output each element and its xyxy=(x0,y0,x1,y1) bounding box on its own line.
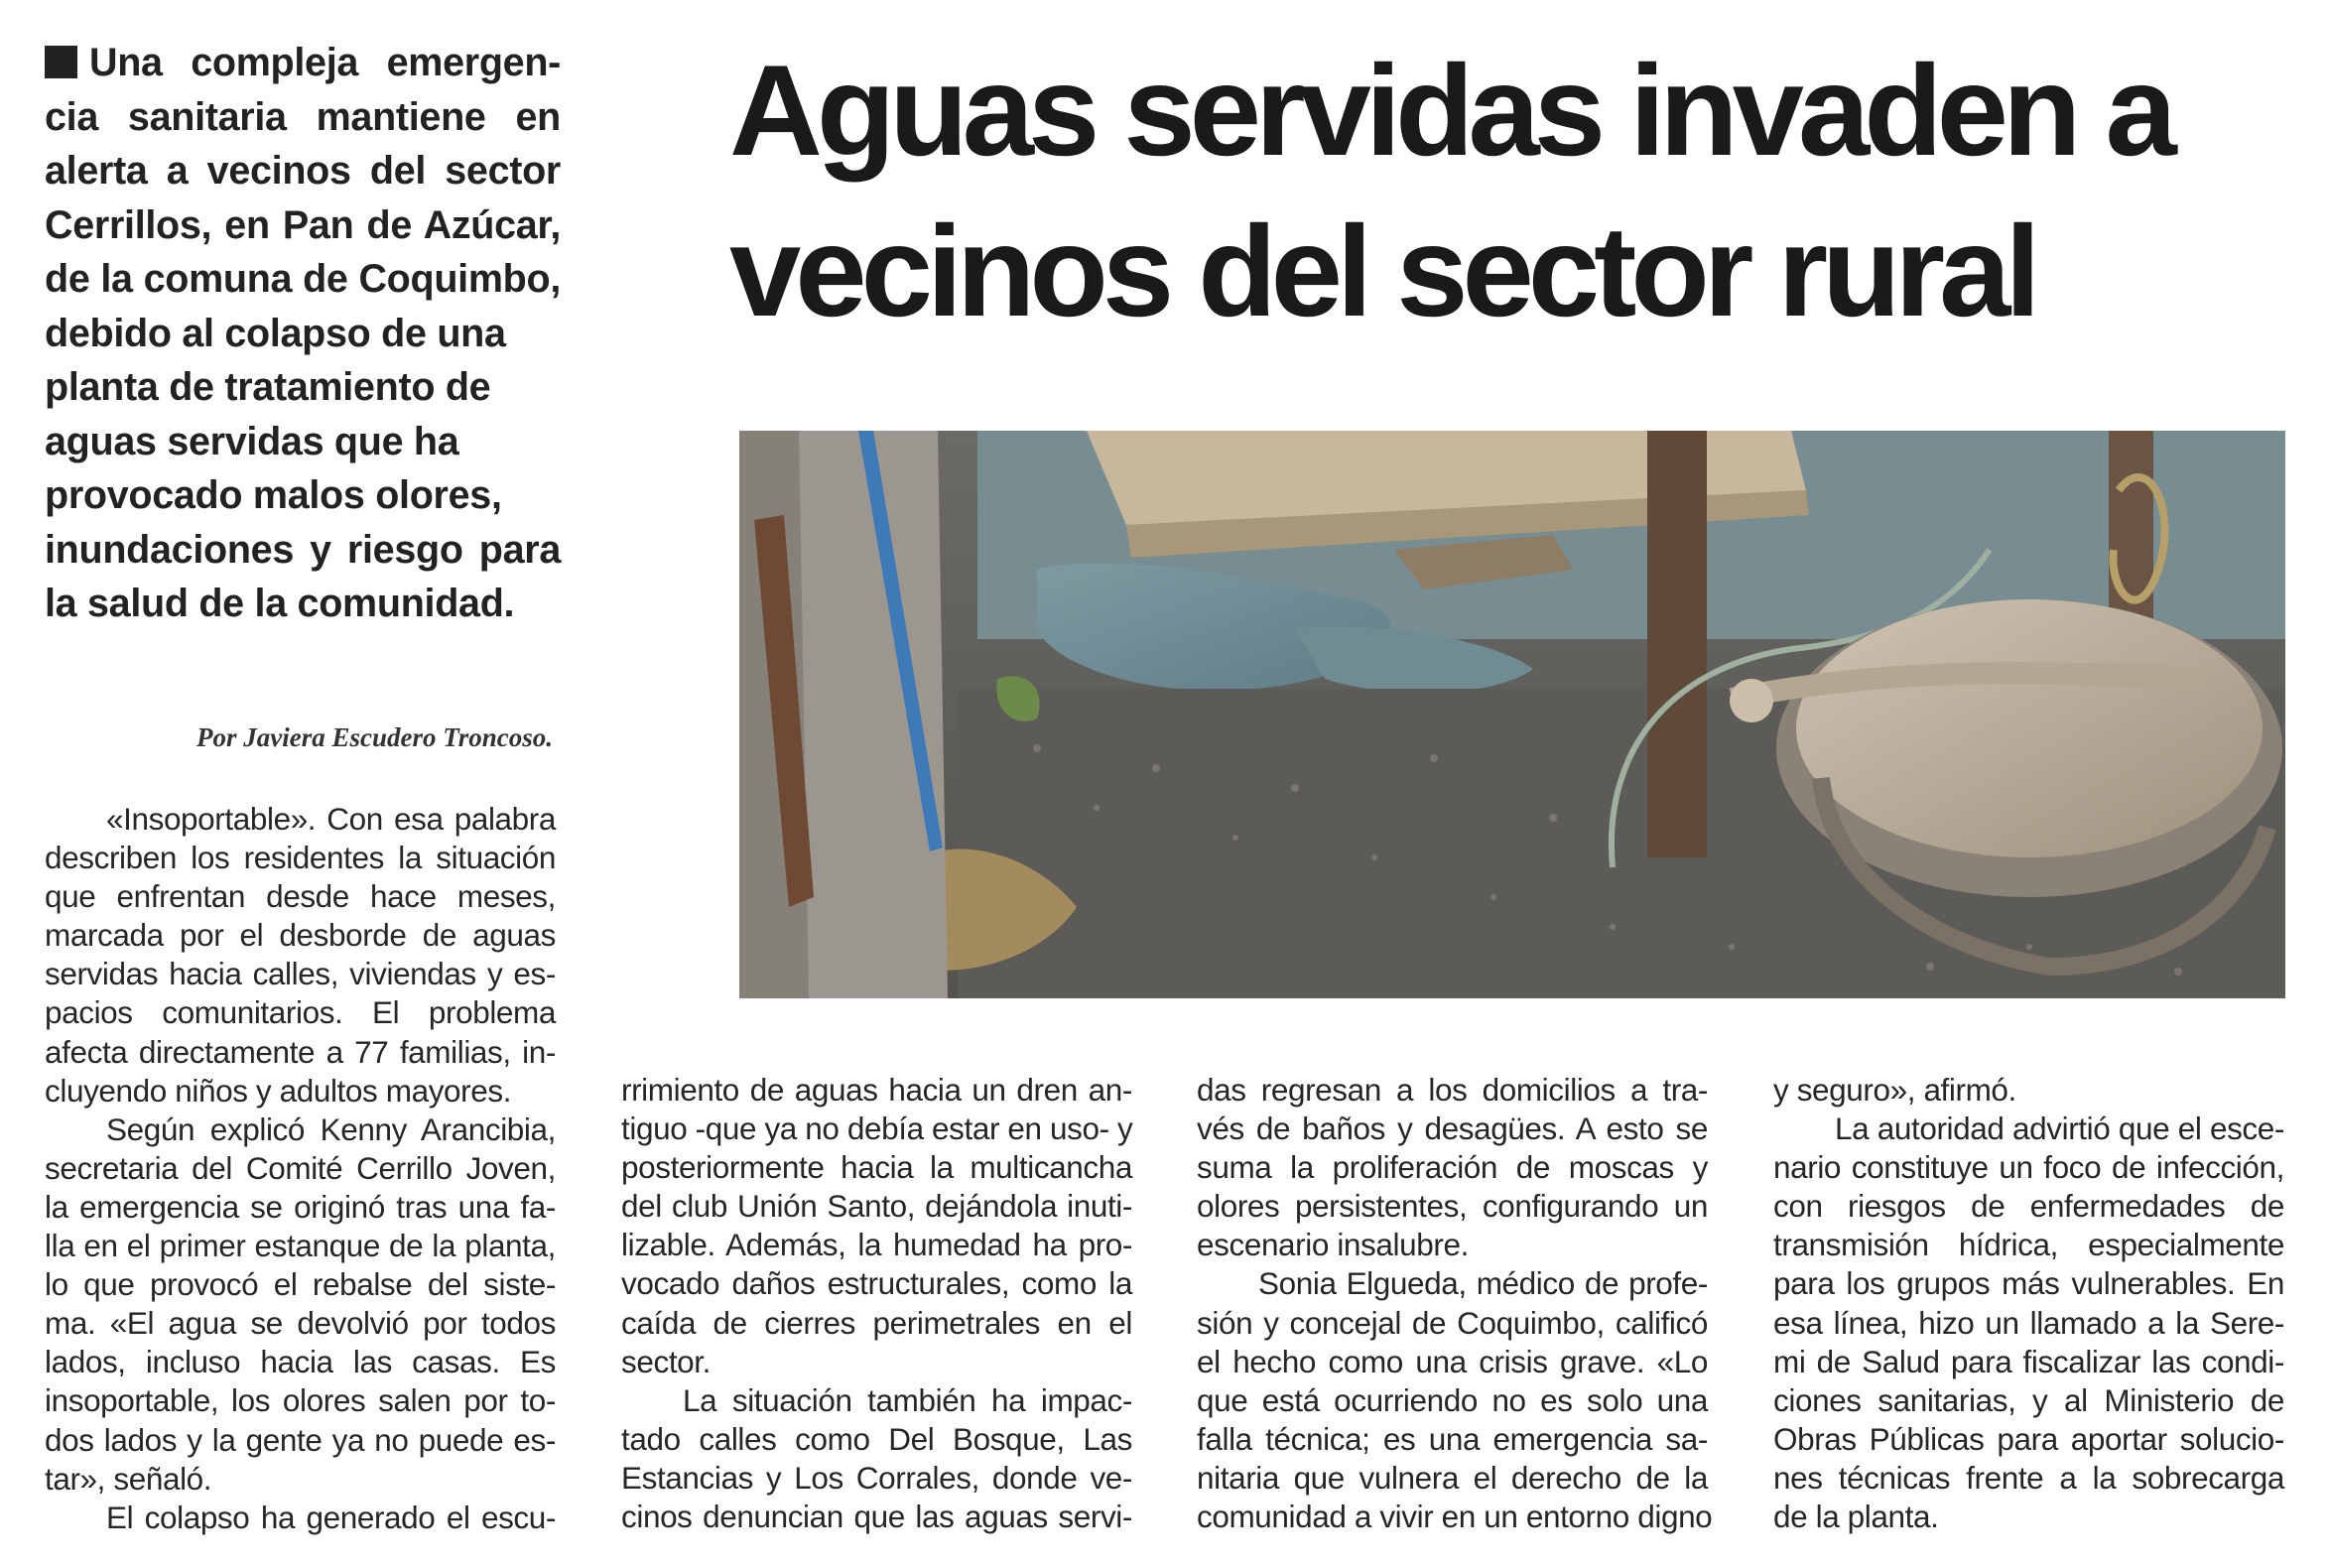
body-line: Obras Públicas para aportar solucio- xyxy=(1773,1420,2284,1457)
body-column-3 xyxy=(1197,1071,1713,1536)
body-line: con riesgos de enfermedades de xyxy=(1773,1188,2284,1225)
body-line: lizable. Además, la humedad ha pro- xyxy=(621,1227,1132,1263)
body-line: «Insoportable». Con esa palabra xyxy=(106,801,556,837)
body-line: vés de baños y desagües. A esto se xyxy=(1197,1111,1708,1147)
body-line: de la planta. xyxy=(1773,1499,1939,1535)
body-line: escenario insalubre. xyxy=(1197,1227,1469,1263)
headline-line-1: Aguas servidas invaden a xyxy=(729,38,2171,183)
lead-line: debido al colapso de una xyxy=(45,311,506,355)
body-line: La situación también ha impac- xyxy=(683,1381,1132,1418)
body-line: que enfrentan desde hace meses, xyxy=(45,878,556,915)
body-line: el hecho como una crisis grave. «Lo xyxy=(1197,1343,1708,1379)
body-line: y seguro», afirmó. xyxy=(1773,1072,2016,1108)
lead-line: la salud de la comunidad. xyxy=(45,582,515,625)
body-line: nes técnicas frente a la sobrecarga xyxy=(1773,1459,2284,1496)
lead-line: Una compleja emergen- xyxy=(89,41,561,84)
lead-square-icon xyxy=(45,46,77,78)
body-line: que está ocurriendo no es solo una xyxy=(1197,1381,1708,1418)
body-line: ciones sanitarias, y al Ministerio de xyxy=(1773,1381,2284,1418)
lead-line: Cerrillos, en Pan de Azúcar, xyxy=(45,202,561,247)
body-line: nario constituye un foco de infección, xyxy=(1773,1149,2284,1186)
body-line: cluyendo niños y adultos mayores. xyxy=(45,1072,512,1109)
headline xyxy=(729,30,2297,351)
body-line: posteriormente hacia la multicancha xyxy=(621,1149,1132,1186)
body-line: dos lados y la gente ya no puede es- xyxy=(45,1421,556,1458)
body-line: sector. xyxy=(621,1343,711,1379)
body-line: La autoridad advirtió que el esce- xyxy=(1835,1111,2284,1147)
headline-line-2: vecinos del sector rural xyxy=(729,198,2035,343)
body-line: lla en el primer estanque de la planta, xyxy=(45,1228,556,1264)
body-line: sión y concejal de Coquimbo, calificó xyxy=(1197,1304,1708,1341)
body-line: El colapso ha generado el escu- xyxy=(106,1499,556,1535)
body-line: Sonia Elgueda, médico de profe- xyxy=(1258,1265,1708,1302)
lead-line: de la comuna de Coquimbo, xyxy=(45,257,561,301)
body-line: cinos denuncian que las aguas servi- xyxy=(621,1499,1132,1535)
body-line: Estancias y Los Corrales, donde ve- xyxy=(621,1459,1132,1496)
body-line: nitaria que vulnera el derecho de la xyxy=(1197,1459,1708,1496)
news-photo xyxy=(739,431,2285,998)
lead-line: cia sanitaria mantiene en xyxy=(45,94,561,139)
body-line: falla técnica; es una emergencia sa- xyxy=(1197,1420,1708,1457)
body-line: para los grupos más vulnerables. En xyxy=(1773,1265,2284,1302)
body-line: das regresan a los domicilios a tra- xyxy=(1197,1072,1708,1108)
body-line: tado calles como Del Bosque, Las xyxy=(621,1420,1132,1457)
body-line: describen los residentes la situación xyxy=(45,840,556,876)
body-line: servidas hacia calles, viviendas y es- xyxy=(45,956,556,992)
body-line: la emergencia se originó tras una fa- xyxy=(45,1188,556,1225)
body-line: vocado daños estructurales, como la xyxy=(621,1265,1132,1302)
body-line: Según explicó Kenny Arancibia, xyxy=(106,1111,556,1147)
lead-line: provocado malos olores, xyxy=(45,473,502,517)
lead-line: aguas servidas que ha xyxy=(45,419,459,463)
body-line: caída de cierres perimetrales en el xyxy=(621,1304,1132,1341)
body-line: olores persistentes, configurando un xyxy=(1197,1188,1708,1225)
body-line: tiguo -que ya no debía estar en uso- y xyxy=(621,1111,1133,1147)
byline: Por Javiera Escudero Troncoso. xyxy=(196,722,553,752)
photo-illustration xyxy=(739,431,2285,998)
body-line: lados, incluso hacia las casas. Es xyxy=(45,1344,556,1380)
body-line: secretaria del Comité Cerrillo Joven, xyxy=(45,1149,556,1186)
body-line: transmisión hídrica, especialmente xyxy=(1773,1227,2284,1263)
body-line: pacios comunitarios. El problema xyxy=(45,994,556,1031)
lead-line: planta de tratamiento de xyxy=(45,365,491,409)
body-line: ma. «El agua se devolvió por todos xyxy=(45,1305,556,1342)
body-line: comunidad a vivir en un entorno digno xyxy=(1197,1499,1713,1535)
body-line: del club Unión Santo, dejándola inuti- xyxy=(621,1188,1132,1225)
body-line: mi de Salud para fiscalizar las condi- xyxy=(1773,1343,2284,1379)
body-line: lo que provocó el rebalse del siste- xyxy=(45,1266,556,1303)
body-column-2 xyxy=(621,1071,1132,1536)
body-line: tar», señaló. xyxy=(45,1460,212,1497)
body-line: esa línea, hizo un llamado a la Sere- xyxy=(1773,1304,2284,1341)
body-line: insoportable, los olores salen por to- xyxy=(45,1382,556,1419)
body-line: afecta directamente a 77 familias, in- xyxy=(45,1033,556,1070)
lead-line: alerta a vecinos del sector xyxy=(45,149,561,193)
body-column-1 xyxy=(45,800,556,1537)
body-line: suma la proliferación de moscas y xyxy=(1197,1149,1708,1186)
body-line: marcada por el desborde de aguas xyxy=(45,917,556,954)
lead-line: inundaciones y riesgo para xyxy=(45,527,561,572)
body-line: rrimiento de aguas hacia un dren an- xyxy=(621,1072,1132,1108)
lead-summary xyxy=(45,36,561,631)
body-column-4 xyxy=(1773,1071,2284,1536)
